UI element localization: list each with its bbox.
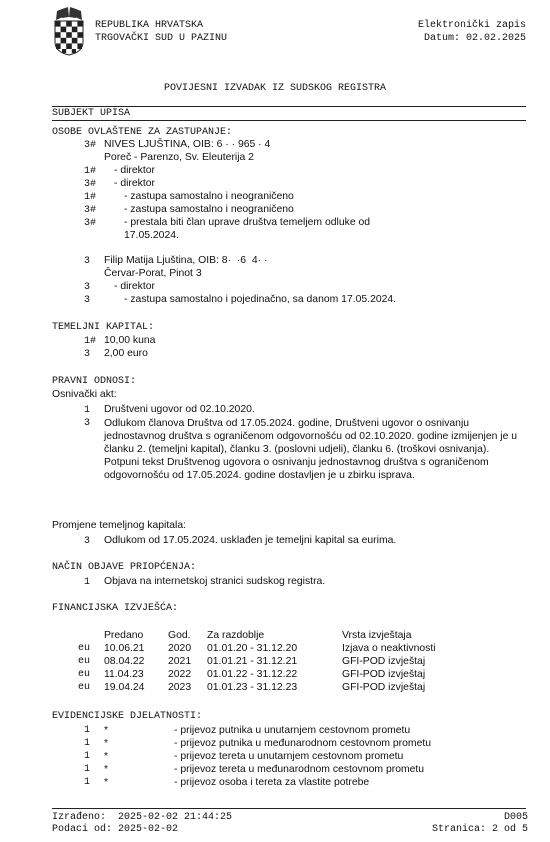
row-mark: eu	[78, 669, 91, 680]
person2-role-mark: 3	[84, 282, 91, 293]
person1-mark: 3#	[84, 140, 97, 151]
item-text: - prijevoz osoba i tereta za vlastite potrebe	[174, 777, 370, 788]
person1-role: - zastupa samostalno i neograničeno	[124, 204, 294, 215]
row-mark: eu	[78, 656, 91, 667]
person2-role-mark: 3	[84, 295, 91, 306]
capital-change-text: Odlukom od 17.05.2024. usklađen je temeljni kapital sa eurima.	[104, 535, 397, 546]
row-type: GFI-POD izvještaj	[342, 669, 426, 680]
data-date: Podaci od: 2025-02-02	[52, 824, 179, 835]
item-text: - prijevoz putnika u međunarodnom cestovnom prometu	[174, 738, 432, 749]
subject-heading: SUBJEKT UPISA	[52, 108, 131, 119]
row-mark: eu	[78, 643, 91, 654]
founding-act-subheading: Osnivački akt:	[52, 389, 117, 400]
row-year: 2020	[168, 643, 192, 654]
col-submitted: Predano	[104, 630, 144, 641]
item-star: *	[104, 764, 109, 775]
item-text: - prijevoz putnika u unutarnjem cestovnom prometu	[174, 725, 411, 736]
row-period: 01.01.23 - 31.12.23	[207, 682, 298, 693]
list-item	[0, 777, 550, 790]
person2-address: Červar-Porat, Pinot 3	[104, 268, 202, 279]
table-row	[0, 682, 550, 695]
item-mark: 1	[84, 777, 91, 788]
person1-role: - zastupa samostalno i neograničeno	[124, 191, 294, 202]
list-item	[0, 764, 550, 777]
person1-role-continuation: 17.05.2024.	[124, 230, 179, 241]
table-row	[0, 656, 550, 669]
item-mark: 1	[84, 751, 91, 762]
capital-change-subheading: Promjene temeljnog kapitala:	[52, 520, 186, 531]
col-year: God.	[168, 630, 191, 641]
person1-role-mark: 3#	[84, 218, 97, 229]
row-period: 01.01.22 - 31.12.22	[207, 669, 298, 680]
item-star: *	[104, 738, 109, 749]
person1-name: NIVES LJUŠTINA, OIB: 6 · · 965 · 4	[104, 139, 271, 150]
legal-item-amendment: Odlukom članova Društva od 17.05.2024. godine, Društveni ugovor o osnivanju jednostavnog društva s ograničenom odgovornošću od 02.10.2020. godine izmijenjen je u članku 2. (temeljni kapital), članku 3. (poslovni udjeli), članku 6. (troškovi osnivanja). Potpuni tekst Društvenog ugovora o osnivanju jednostavnog društva s ograničenom odgovornošću od 17.05.2024. godine dostavljen je u zbirku isprava.	[104, 418, 518, 481]
publication-heading: NAČIN OBJAVE PRIOPĆENJA:	[52, 562, 197, 573]
row-year: 2023	[168, 682, 192, 693]
legal-mark: 3	[84, 418, 91, 429]
authorized-heading: OSOBE OVLAŠTENE ZA ZASTUPANJE:	[52, 127, 233, 138]
legal-item: Društveni ugovor od 02.10.2020.	[104, 404, 255, 415]
row-submitted: 08.04.22	[104, 656, 145, 667]
capital-change-mark: 3	[84, 536, 91, 547]
person1-role: - prestala biti član uprave društva temeljem odluke od	[124, 217, 371, 228]
financial-table-header	[0, 630, 550, 643]
list-item	[0, 751, 550, 764]
item-star: *	[104, 751, 109, 762]
row-period: 01.01.21 - 31.12.21	[207, 656, 298, 667]
capital-mark: 3	[84, 349, 91, 360]
person1-role-mark: 3#	[84, 205, 97, 216]
capital-value: 2,00 euro	[104, 348, 148, 359]
table-row	[0, 669, 550, 682]
list-item	[0, 738, 550, 751]
legal-mark: 1	[84, 405, 91, 416]
legal-heading: PRAVNI ODNOSI:	[52, 376, 137, 387]
subject-divider	[52, 120, 526, 121]
table-row	[0, 643, 550, 656]
col-period: Za razdoblje	[207, 630, 265, 641]
item-mark: 1	[84, 764, 91, 775]
coat-of-arms-logo	[53, 6, 85, 56]
document-date: Datum: 02.02.2025	[423, 33, 526, 44]
capital-mark: 1#	[84, 336, 97, 347]
court-name-line2: TRGOVAČKI SUD U PAZINU	[95, 33, 228, 44]
item-star: *	[104, 777, 109, 788]
person2-mark: 3	[84, 256, 91, 267]
item-text: - prijevoz tereta u međunarodnom cestovnom prometu	[174, 764, 425, 775]
financial-heading: FINANCIJSKA IZVJEŠĆA:	[52, 603, 179, 614]
row-period: 01.01.20 - 31.12.20	[207, 643, 298, 654]
list-item	[0, 725, 550, 738]
col-type: Vrsta izvještaja	[342, 630, 412, 641]
person1-role-mark: 3#	[84, 179, 97, 190]
electronic-record-label: Elektronički zapis	[417, 20, 526, 31]
person2-role: - direktor	[114, 281, 155, 292]
row-mark: eu	[78, 682, 91, 693]
item-mark: 1	[84, 738, 91, 749]
row-submitted: 11.04.23	[104, 669, 144, 680]
title-divider	[52, 106, 526, 107]
row-year: 2022	[168, 669, 192, 680]
person1-role-mark: 1#	[84, 166, 97, 177]
item-star: *	[104, 725, 109, 736]
capital-value: 10,00 kuna	[104, 335, 156, 346]
capital-heading: TEMELJNI KAPITAL:	[52, 322, 155, 333]
row-type: GFI-POD izvještaj	[342, 682, 426, 693]
person1-role: - direktor	[114, 165, 155, 176]
row-type: Izjava o neaktivnosti	[342, 643, 436, 654]
item-text: - prijevoz tereta u unutarnjem cestovnom prometu	[174, 751, 404, 762]
court-name-line1: REPUBLIKA HRVATSKA	[95, 20, 204, 31]
row-submitted: 10.06.21	[104, 643, 145, 654]
page-title: POVIJESNI IZVADAK IZ SUDSKOG REGISTRA	[163, 83, 387, 94]
document-code: D005	[503, 812, 528, 823]
row-type: GFI-POD izvještaj	[342, 656, 426, 667]
item-mark: 1	[84, 725, 91, 736]
person1-role: - direktor	[114, 178, 155, 189]
row-year: 2021	[168, 656, 192, 667]
created-timestamp: Izrađeno: 2025-02-02 21:44:25	[52, 812, 233, 823]
row-submitted: 19.04.24	[104, 682, 145, 693]
person1-role-mark: 1#	[84, 192, 97, 203]
publication-mark: 1	[84, 577, 91, 588]
page-number: Stranica: 2 od 5	[431, 824, 528, 835]
footer-divider	[52, 808, 526, 809]
person1-address: Poreč - Parenzo, Sv. Eleuterija 2	[104, 152, 254, 163]
activities-heading: EVIDENCIJSKE DJELATNOSTI:	[52, 711, 203, 722]
person2-role: - zastupa samostalno i pojedinačno, sa danom 17.05.2024.	[124, 294, 397, 305]
publication-text: Objava na internetskoj stranici sudskog registra.	[104, 576, 326, 587]
person2-name: Filip Matija Ljuština, OIB: 8· ·6 4· ·	[104, 255, 268, 266]
